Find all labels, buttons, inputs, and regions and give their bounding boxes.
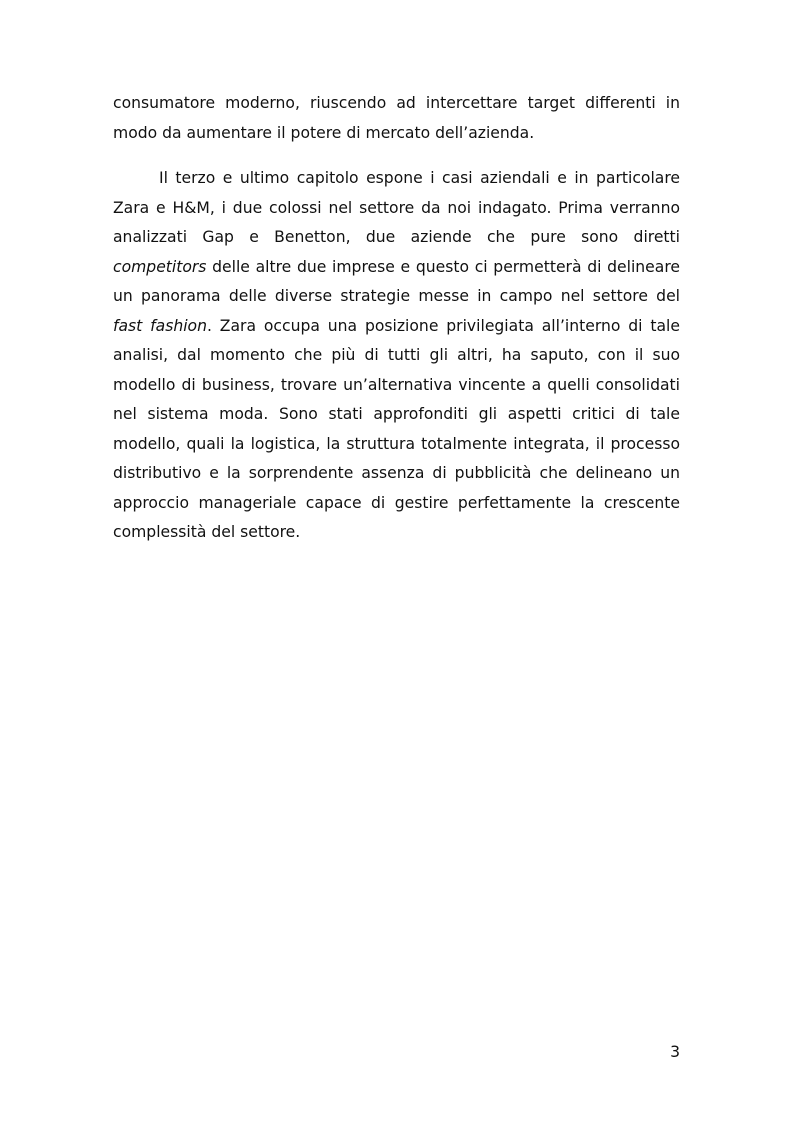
paragraph-2-text-2: delle altre due imprese e questo ci permetterà di delineare un panorama delle diverse strategie messe in campo nel settore del <box>113 257 680 305</box>
paragraph-2-text-1: Il terzo e ultimo capitolo espone i casi aziendali e in particolare Zara e H&M, i due colossi nel settore da noi indagato. Prima verranno analizzati Gap e Benetton, due aziende che pure sono diretti <box>113 169 680 246</box>
paragraph-2-italic-competitors: competitors <box>113 257 207 276</box>
paragraph-2-text-3: . Zara occupa una posizione privilegiata all’interno di tale analisi, dal momento che più di tutti gli altri, ha saputo, con il suo modello di business, trovare un’alternativa vincente a quelli consolidati nel sistema moda. Sono stati approfonditi gli aspetti critici di tale modello, quali la logistica, la struttura totalmente integrata, il processo distributivo e la sorprendente assenza di pubblicità che delineano un approccio manageriale capace di gestire perfettamente la crescente complessità del settore. <box>113 316 680 541</box>
paragraph-1: consumatore moderno, riuscendo ad intercettare target differenti in modo da aumentare il potere di mercato dell’azienda. <box>113 94 680 142</box>
paragraph-2 <box>113 164 680 548</box>
paragraph-2-italic-fast-fashion: fast fashion <box>113 316 207 335</box>
page-number: 3 <box>670 1043 680 1061</box>
